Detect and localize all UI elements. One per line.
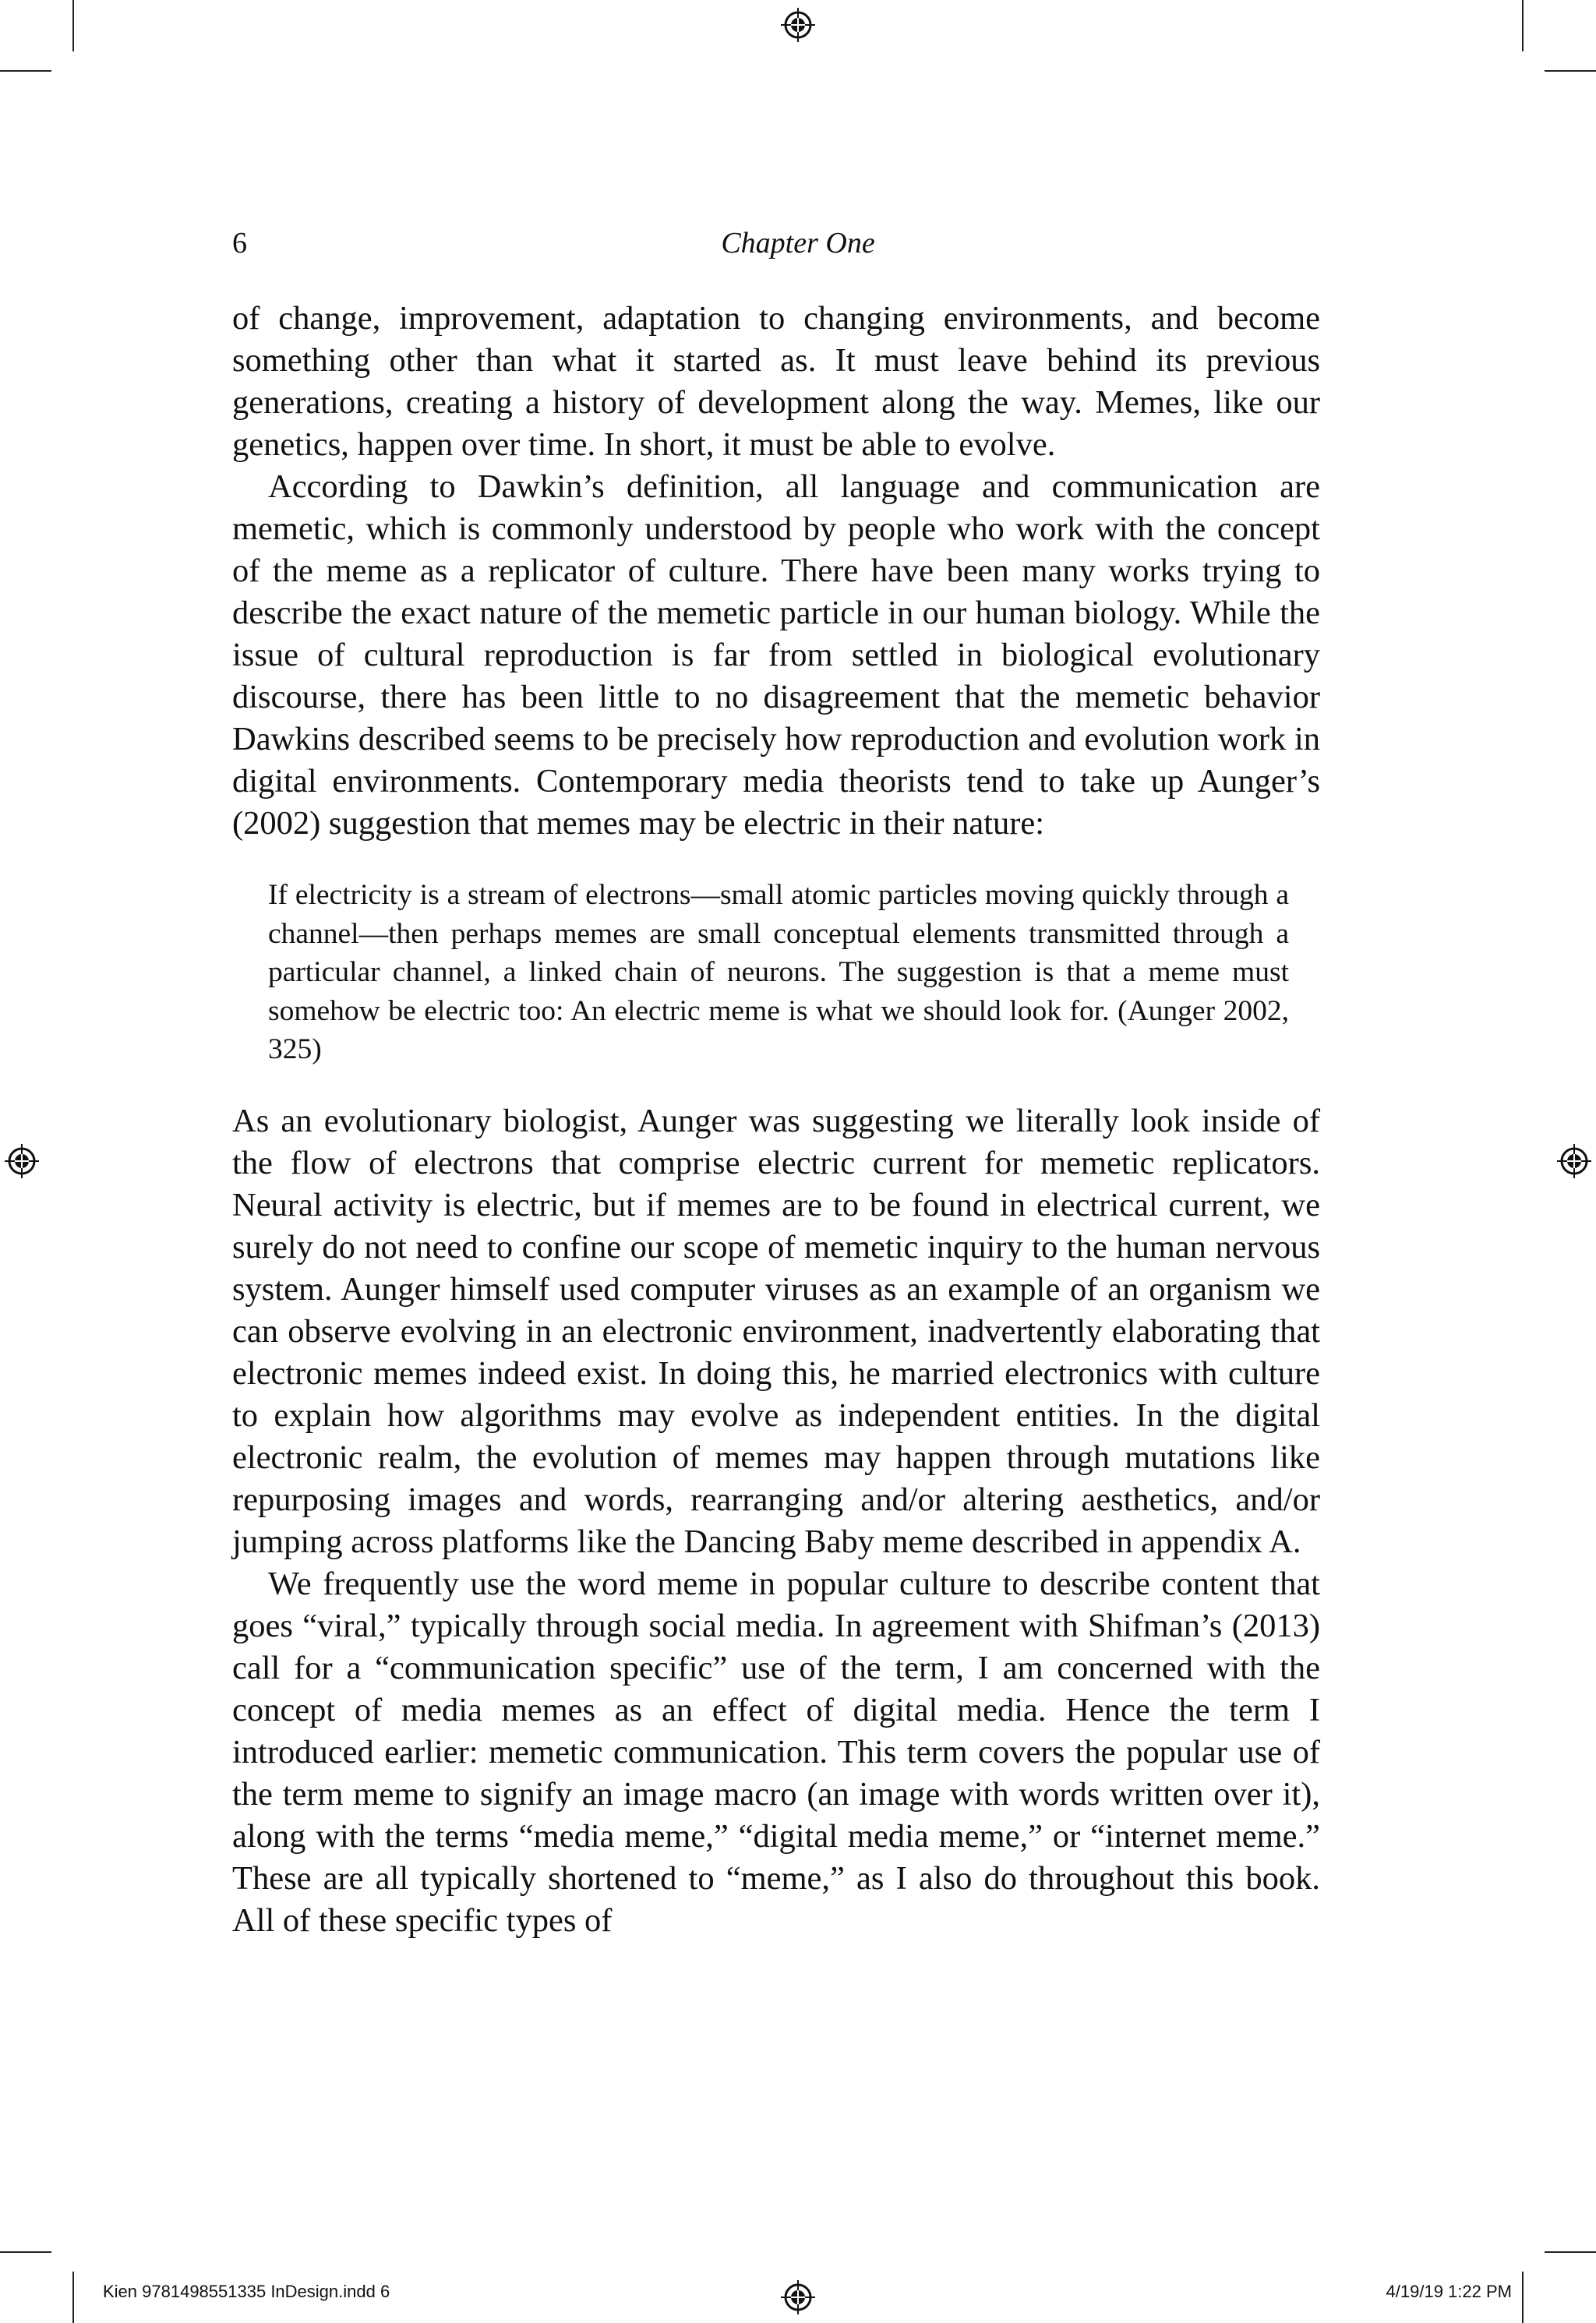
paragraph: We frequently use the word meme in popular culture to describe content that goes “viral,” typically through social media. In agreement with Shifman’s (2013) call for a “communication specific” use of the term, I am concerned with the concept of media memes as an effect of digital media. Hence the term I introduced earlier: memetic communication. This term covers the popular use of the term meme to signify an image macro (an image with words written over it), along with the terms “media meme,” “digital media meme,” or “internet meme.” These are all typically shortened to “meme,” as I also do throughout this book. All of these specific types of xyxy=(232,1565,1320,1939)
crop-mark-icon xyxy=(1545,2251,1596,2253)
registration-mark-icon xyxy=(1557,1144,1591,1178)
paragraph: According to Dawkin’s definition, all language and communication are memetic, which is commonly understood by people who work with the concept of the meme as a replicator of culture. There have been many works trying to describe the exact nature of the memetic particle in our human biology. While the issue of cultural reproduction is far from settled in biological evolutionary discourse, there has been little to no disagreement that the memetic behavior Dawkins described seems to be precisely how reproduction and evolution work in digital environments. Contemporary media theorists tend to take up Aunger’s (2002) suggestion that memes may be electric in their nature: xyxy=(232,468,1320,842)
page-number: 6 xyxy=(232,227,247,259)
slug-file-name: Kien 9781498551335 InDesign.indd 6 xyxy=(103,2282,390,2301)
registration-mark-icon xyxy=(781,2280,815,2314)
crop-mark-icon xyxy=(72,0,74,51)
registration-mark-icon xyxy=(5,1144,39,1178)
running-head: Chapter One xyxy=(721,227,875,259)
crop-mark-icon xyxy=(1545,70,1596,72)
crop-mark-icon xyxy=(0,70,51,72)
block-quote: If electricity is a stream of electrons—small atomic particles moving quickly through a channel—then perhaps memes are small conceptual elements transmitted through a particular channel, a linked chain of neurons. The suggestion is that a meme must somehow be electric too: An electric meme is what we should look for. (Aunger 2002, 325) xyxy=(268,879,1289,1065)
crop-mark-icon xyxy=(1522,0,1524,51)
slug-date: 4/19/19 1:22 PM xyxy=(1386,2282,1512,2301)
body-text xyxy=(232,298,1320,1942)
crop-mark-icon xyxy=(72,2272,74,2323)
crop-mark-icon xyxy=(1522,2272,1524,2323)
paragraph: As an evolutionary biologist, Aunger was suggesting we literally look inside of the flow of electrons that comprise electric current for memetic replicators. Neural activity is electric, but if memes are to be found in electrical current, we surely do not need to confine our scope of memetic inquiry to the human nervous system. Aunger himself used computer viruses as an example of an organism we can observe evolving in an electronic environment, inadvertently elaborating that electronic memes indeed exist. In doing this, he married electronics with culture to explain how algorithms may evolve as independent entities. In the digital electronic realm, the evolution of memes may happen through mutations like repurposing images and words, rearranging and/or altering aesthetics, and/or jumping across platforms like the Dancing Baby meme described in appendix A. xyxy=(232,1102,1320,1560)
registration-mark-icon xyxy=(781,8,815,42)
crop-mark-icon xyxy=(0,2251,51,2253)
paragraph: of change, improvement, adaptation to changing environments, and become something other than what it started as. It must leave behind its previous generations, creating a history of development along the way. Memes, like our genetics, happen over time. In short, it must be able to evolve. xyxy=(232,300,1320,463)
